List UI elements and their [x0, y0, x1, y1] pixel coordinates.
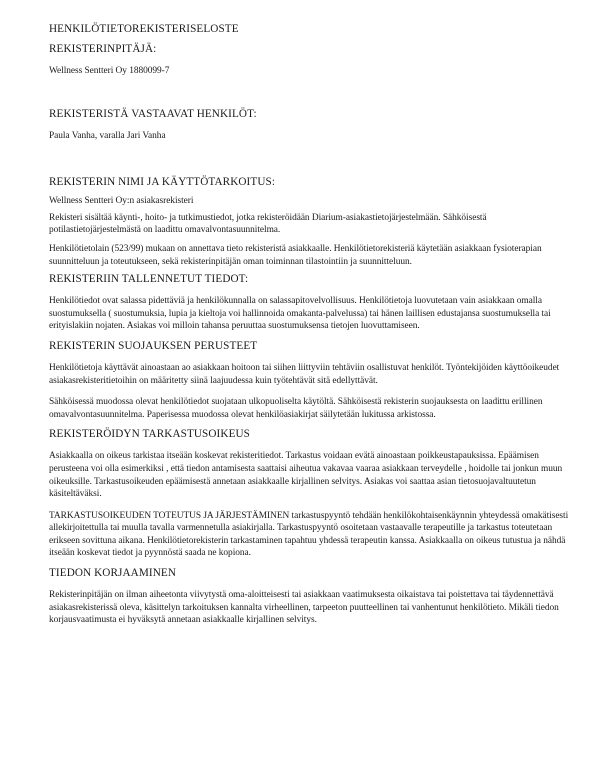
protection-paragraph-1: Henkilötietoja käyttävät ainoastaan ao asiakkaan hoitoon tai siihen liittyviin tehtäviin osallistuvat henkilöt. Työntekijöiden käyttöoikeudet asiakasrekisteritietoihin on määritetty siinä laajuudessa kuin työtehtävät sitä edellyttävät.: [49, 362, 560, 386]
protection-paragraph-2: Sähköisessä muodossa olevat henkilötiedot suojataan ulkopuoliselta käytöltä. Sähköisestä rekisterin suojauksesta on laadittu erillinen omavalvontasuunnitelma. Paperisessa muodossa olevat henkilöasiakirjat säilytetään lukitussa arkistossa.: [49, 397, 543, 420]
document-title: HENKILÖTIETOREKISTERISELOSTE: [49, 23, 239, 35]
controller-heading: REKISTERINPITÄJÄ:: [49, 43, 157, 55]
inspection-paragraph-1: Asiakkaalla on oikeus tarkistaa itseään koskevat rekisteritiedot. Tarkastus voidaan evätä ainoastaan poikkeustapauksissa. Epäämisen perusteena voi olla esimerkiksi , että tiedon antamisesta saattaisi aiheutua vakavaa vaaraa asiakkaan terveydelle , hoidolle tai jonkun muun oikeuksille. Tarkastusoikeuden epäämisestä annetaan asiakkaalle kirjallinen selvitys. Asiakas voi saattaa asian tietosuojavaltuutetun käsiteltäväksi.: [49, 451, 563, 500]
document-page: [49, 22, 579, 627]
purpose-paragraph-2: Henkilötietolain (523/99) mukaan on annettava tieto rekisteristä asiakkaalle. Henkilötietorekisteriä käytetään asiakkaan fysioterapian suunnitteluun ja toteutukseen, sekä rekisterinpitäjän oman toiminnan tilastointiin ja suunnitteluun.: [49, 243, 542, 267]
purpose-paragraph-1: Rekisteri sisältää käynti-, hoito- ja tutkimustiedot, jotka rekisteröidään Diarium-asiakastietojärjestelmään. Sähköisestä potilastietojärjestelmästä on laadittu omavalvontasuunnitelma.: [49, 212, 487, 236]
inspection-heading: REKISTERÖIDYN TARKASTUSOIKEUS: [49, 428, 251, 441]
purpose-name: Wellness Sentteri Oy:n asiakasrekisteri: [49, 196, 194, 207]
controller-value: Wellness Sentteri Oy 1880099-7: [49, 66, 170, 76]
purpose-heading: REKISTERIN NIMI JA KÄYTTÖTARKOITUS:: [49, 176, 276, 189]
responsible-value: Paula Vanha, varalla Jari Vanha: [49, 130, 166, 141]
inspection-paragraph-2: TARKASTUSOIKEUDEN TOTEUTUS JA JÄRJESTÄMINEN tarkastuspyyntö tehdään henkilökohtaisenkäynnin yhteydessä omakätisesti allekirjoitettulla tai muulla tavalla varmennetulla asiakirjalla. Tarkastuspyyntö osoitetaan vastaavalle terapeutille ja tarkastus toteutetaan erikseen sovittuna aikana. Henkilötietorekisterin tarkastaminen tapahtuu yhdessä terapeutin kanssa. Asiakkaalla on oikeus tutustua ja nähdä itseään koskevat tiedot ja pyynnöstä saada ne kopiona.: [49, 510, 569, 559]
correction-heading: TIEDON KORJAAMINEN: [49, 567, 177, 580]
protection-heading: REKISTERIN SUOJAUKSEN PERUSTEET: [49, 339, 258, 352]
responsible-heading: REKISTERISTÄ VASTAAVAT HENKILÖT:: [49, 107, 257, 120]
stored-data-paragraph: Henkilötiedot ovat salassa pidettäviä ja henkilökunnalla on salassapitovelvollisuus. Henkilötietoja luovutetaan vain asiakkaan omalla suostumuksella ( suostumuksia, lupia ja kieltoja voi hallinnoida omakanta-palvelussa) tai hänen laillisen edustajansa suostumuksella tai erityislakiin nojaten. Asiakas voi milloin tahansa peruuttaa suostumuksensa tietojen luovuttamiseen.: [49, 296, 551, 332]
correction-paragraph: Rekisterinpitäjän on ilman aiheetonta viivytystä oma-aloitteisesti tai asiakkaan vaatimuksesta oikaistava tai poistettava tai täydennettävä asiakasrekisterissä oleva, käsittelyn tarkoituksen kannalta virheellinen, tarpeeton puutteellinen tai vanhentunut henkilötieto. Mikäli tiedon korjausvaatimusta ei hyväksytä annetaan asiakkaalle kirjallinen selvitys.: [49, 590, 559, 626]
stored-data-heading: REKISTERIIN TALLENNETUT TIEDOT:: [49, 273, 249, 286]
